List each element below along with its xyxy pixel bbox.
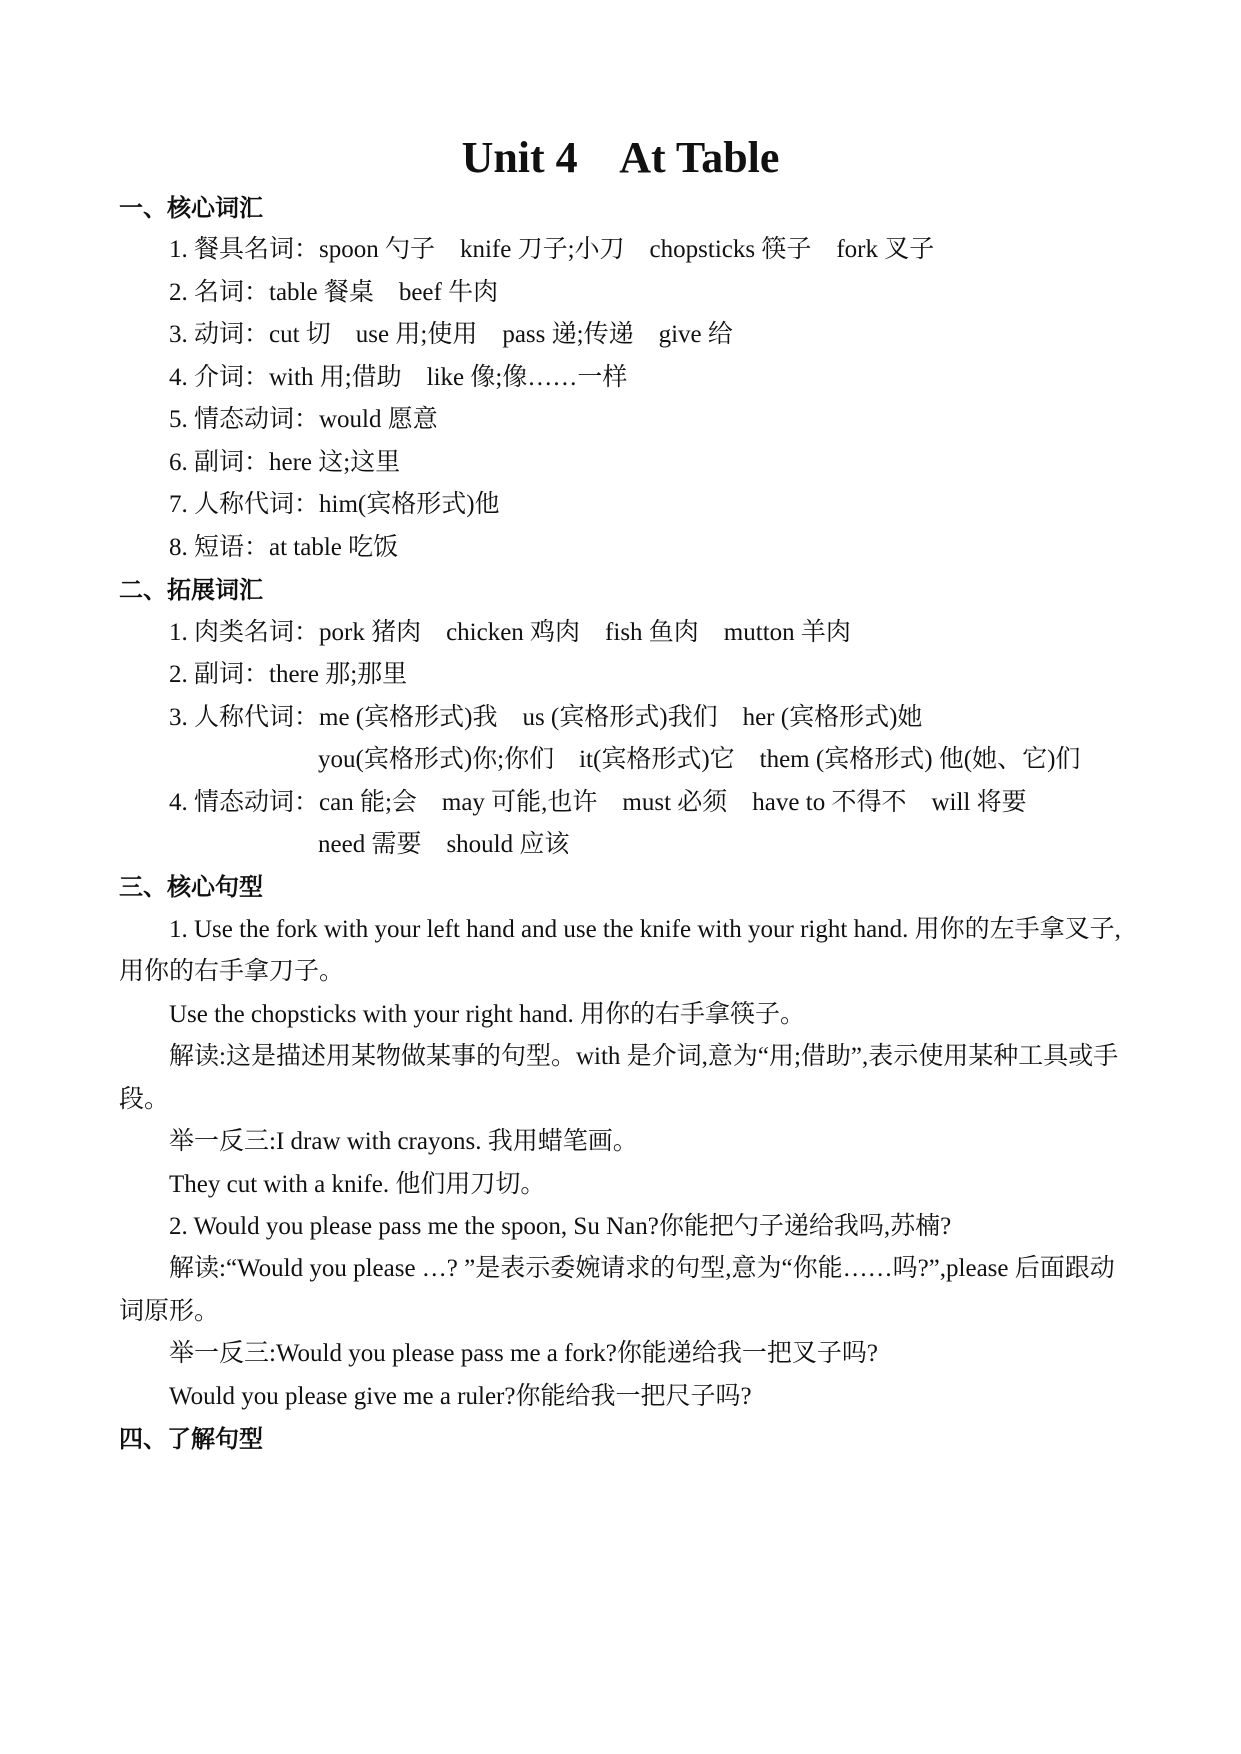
vocab-item: 8. 短语：at table 吃饭	[169, 534, 399, 561]
example-line: 举一反三:I draw with crayons. 我用蜡笔画。	[169, 1128, 638, 1155]
sentence-line-wrap: 用你的右手拿刀子。	[119, 958, 345, 985]
example-line: 举一反三:Would you please pass me a fork?你能递给我一把叉子吗?	[169, 1340, 878, 1367]
sentence-line: 1. Use the fork with your left hand and use the knife with your right hand. 用你的左手拿叉子,	[169, 916, 1121, 943]
vocab-item: 2. 名词：table 餐桌 beef 牛肉	[169, 279, 499, 306]
sentence-line: 2. Would you please pass me the spoon, Su Nan?你能把勺子递给我吗,苏楠?	[169, 1213, 952, 1240]
vocab-item: 4. 介词：with 用;借助 like 像;像……一样	[169, 364, 628, 391]
vocab-item: 2. 副词：there 那;那里	[169, 661, 408, 688]
vocab-item: 1. 餐具名词：spoon 勺子 knife 刀子;小刀 chopsticks 筷子 fork 叉子	[169, 236, 935, 263]
explanation-line-wrap: 词原形。	[119, 1298, 220, 1325]
vocab-item: 7. 人称代词：him(宾格形式)他	[169, 491, 500, 518]
vocab-item: 3. 人称代词：me (宾格形式)我 us (宾格形式)我们 her (宾格形式)她	[169, 704, 923, 731]
page-title: Unit 4 At Table	[461, 133, 780, 182]
section-heading-core-vocabulary: 一、核心词汇	[119, 194, 263, 222]
vocab-item: 1. 肉类名词：pork 猪肉 chicken 鸡肉 fish 鱼肉 mutton 羊肉	[169, 619, 851, 646]
vocab-item: 4. 情态动词：can 能;会 may 可能,也许 must 必须 have to 不得不 will 将要	[169, 789, 1027, 816]
explanation-line: 解读:这是描述用某物做某事的句型。with 是介词,意为“用;借助”,表示使用某种工具或手	[169, 1043, 1119, 1070]
example-line: They cut with a knife. 他们用刀切。	[169, 1171, 546, 1198]
vocab-item: 3. 动词：cut 切 use 用;使用 pass 递;传递 give 给	[169, 321, 733, 348]
vocab-item-continuation: you(宾格形式)你;你们 it(宾格形式)它 them (宾格形式) 他(她、它)们	[318, 746, 1081, 773]
section-heading-core-sentences: 三、核心句型	[119, 873, 263, 901]
section-heading-understand-sentences: 四、了解句型	[119, 1425, 263, 1453]
sentence-line: Use the chopsticks with your right hand. 用你的右手拿筷子。	[169, 1001, 806, 1028]
explanation-line: 解读:“Would you please …? ”是表示委婉请求的句型,意为“你能……吗?”,please 后面跟动	[169, 1255, 1115, 1282]
example-line: Would you please give me a ruler?你能给我一把尺子吗?	[169, 1383, 752, 1410]
vocab-item: 6. 副词：here 这;这里	[169, 449, 401, 476]
section-heading-extended-vocabulary: 二、拓展词汇	[119, 576, 263, 604]
vocab-item-continuation: need 需要 should 应该	[318, 831, 570, 858]
explanation-line-wrap: 段。	[119, 1086, 170, 1113]
vocab-item: 5. 情态动词：would 愿意	[169, 406, 438, 433]
